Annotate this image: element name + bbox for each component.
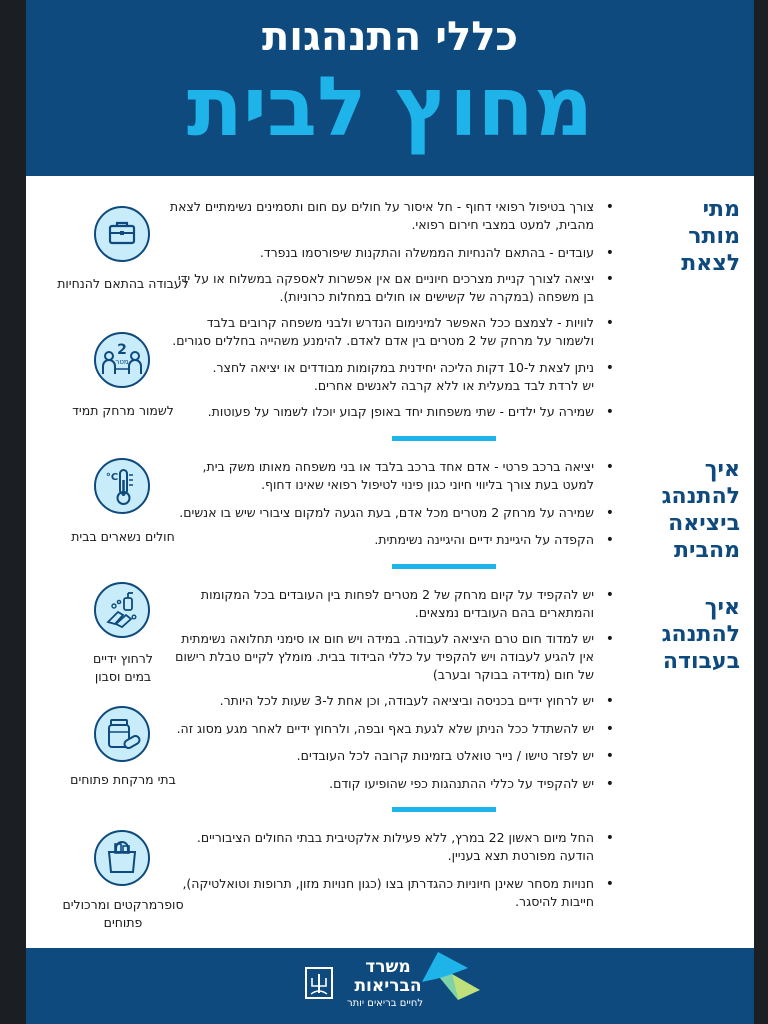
poster-header <box>26 0 754 176</box>
distance-icon <box>94 332 150 388</box>
section-heading-at-work: איך להתנהג בעבודה <box>661 595 740 674</box>
bullet-item: • חנויות מסחר שאינן חיוניות כהגדרתן בצו (כגון חנויות מזון, תרופות וטואלטיקה), חייבות להיסגר. <box>182 876 614 909</box>
handwash-icon <box>94 582 150 638</box>
bullet-item: • החל מיום ראשון 22 במרץ, ללא פעילות אלקטיבית בבתי החולים הציבוריים. הודעה מפורטת תצא בעניין. <box>196 830 614 863</box>
bullet-item: • ניתן לצאת ל-10 דקות הליכה יחידנית במקומות מבודדים או יציאה לחצר. יש לרדת לבד במעלית או ללא קרבה לאנשים אחרים. <box>212 360 614 393</box>
guidelines-poster <box>26 0 754 1024</box>
bullet-item: • יש להקפיד על קיום מרחק של 2 מטרים לפחות בין העובדים בכל המקומות והמתארים בהם העובדים נמצאים. <box>200 587 614 620</box>
emblem-icon <box>304 966 334 1000</box>
bullet-item: • עובדים - בהתאם להנחיות הממשלה והתקנות שיפורסמו בנפרד. <box>259 245 614 261</box>
shopping-bag-icon <box>94 830 150 886</box>
briefcase-icon <box>94 206 150 262</box>
section-divider <box>392 564 496 569</box>
icon-label-sick-stay-home: חולים נשארים בבית <box>71 529 175 544</box>
icon-label-work: לעבודה בהתאם להנחיות <box>57 276 189 291</box>
title-small: כללי התנהגות <box>261 14 519 60</box>
bullet-item: • יציאה ברכב פרטי - אדם אחד ברכב בלבד או בני משפחה מאותו משק בית, למעט בעת צורך בליווי חיוני כגון פינוי לטיפול רפואי שאינו דחוף. <box>202 459 614 492</box>
distance-icon-unit: מטר <box>115 358 129 366</box>
icon-label-pharmacies: בתי מרקחת פתוחים <box>70 772 176 787</box>
ministry-slogan: לחיים בריאים יותר <box>346 998 424 1009</box>
section-heading-outside: איך להתנהג ביציאה מהבית <box>661 457 740 563</box>
thermometer-icon <box>94 458 150 514</box>
pill-bottle-icon <box>94 706 150 762</box>
poster-footer <box>26 948 754 1024</box>
section-divider <box>392 807 496 812</box>
bullet-item: • שמירה על ילדים - שתי משפחות יחד באופן קבוע יוכלו לשמור על פעוטות. <box>207 404 614 420</box>
bullet-item: • שמירה על מרחק 2 מטרים מכל אדם, בעת הגעה למקום ציבורי שיש בו אנשים. <box>179 505 614 521</box>
bullet-item: • לוויות - לצמצם ככל האפשר למינימום הנדרש ולבני משפחה קרובים בלבד ולשמור על מרחק של 2 מטרים בין אדם לאדם. להימנע משהייה בחללים סגורים. <box>172 315 614 348</box>
ministry-name: משרד הבריאות <box>354 957 422 996</box>
section-heading-when-allowed: מתי מותר לצאת <box>681 197 740 276</box>
icon-label-distance: לשמור מרחק תמיד <box>72 403 174 418</box>
bullet-item: • יש למדוד חום טרם היציאה לעבודה. במידה ויש חום או סימני תחלואה נשימתית אין להגיע לעבודה ויש להקפיד על כללי הבידוד בבית. מומלץ לקיים טבלת רישום של חום (מדידה בבוקר ובערב) <box>175 631 614 682</box>
thermometer-icon-unit: °C <box>105 472 119 483</box>
bullet-item: • יש לפזר טישו / נייר טואלט בזמינות קרובה לכל העובדים. <box>296 748 614 764</box>
bullet-item: • צורך בטיפול רפואי דחוף - חל איסור על חולים עם חום ותסמינים נשימתיים לצאת מהבית, למעט במצבי חירום רפואי. <box>169 199 614 232</box>
icon-label-supermarkets: סופרמרקטים ומרכולים פתוחים <box>62 897 184 930</box>
bullet-item: • יש להשתדל ככל הניתן שלא לגעת באף ובפה, ולרחוץ ידיים לאחר מגע מסוג זה. <box>176 721 614 737</box>
bullet-item: • יציאה לצורך קניית מצרכים חיוניים אם אין אפשרות לאספקה במשלוח או על ידי בן משפחה (במקרה של קשישים או חולים במחלות כרוניות). <box>177 271 614 304</box>
bullet-item: • יש לרחוץ ידיים בכניסה וביציאה לעבודה, וכן אחת ל-3 שעות לכל היותר. <box>219 693 614 709</box>
bullet-item: • יש להקפיד על כללי ההתנהגות כפי שהופיעו קודם. <box>329 776 614 792</box>
bullet-item: • הקפדה על היגיינת ידיים והיגיינה נשימתית. <box>374 532 614 548</box>
ministry-logo-icon <box>418 948 488 1008</box>
section-divider <box>392 436 496 441</box>
distance-icon-number: 2 <box>117 342 127 358</box>
icon-label-handwash: לרחוץ ידיים במים וסבון <box>93 651 153 684</box>
title-big: מחוץ לבית <box>186 60 594 155</box>
